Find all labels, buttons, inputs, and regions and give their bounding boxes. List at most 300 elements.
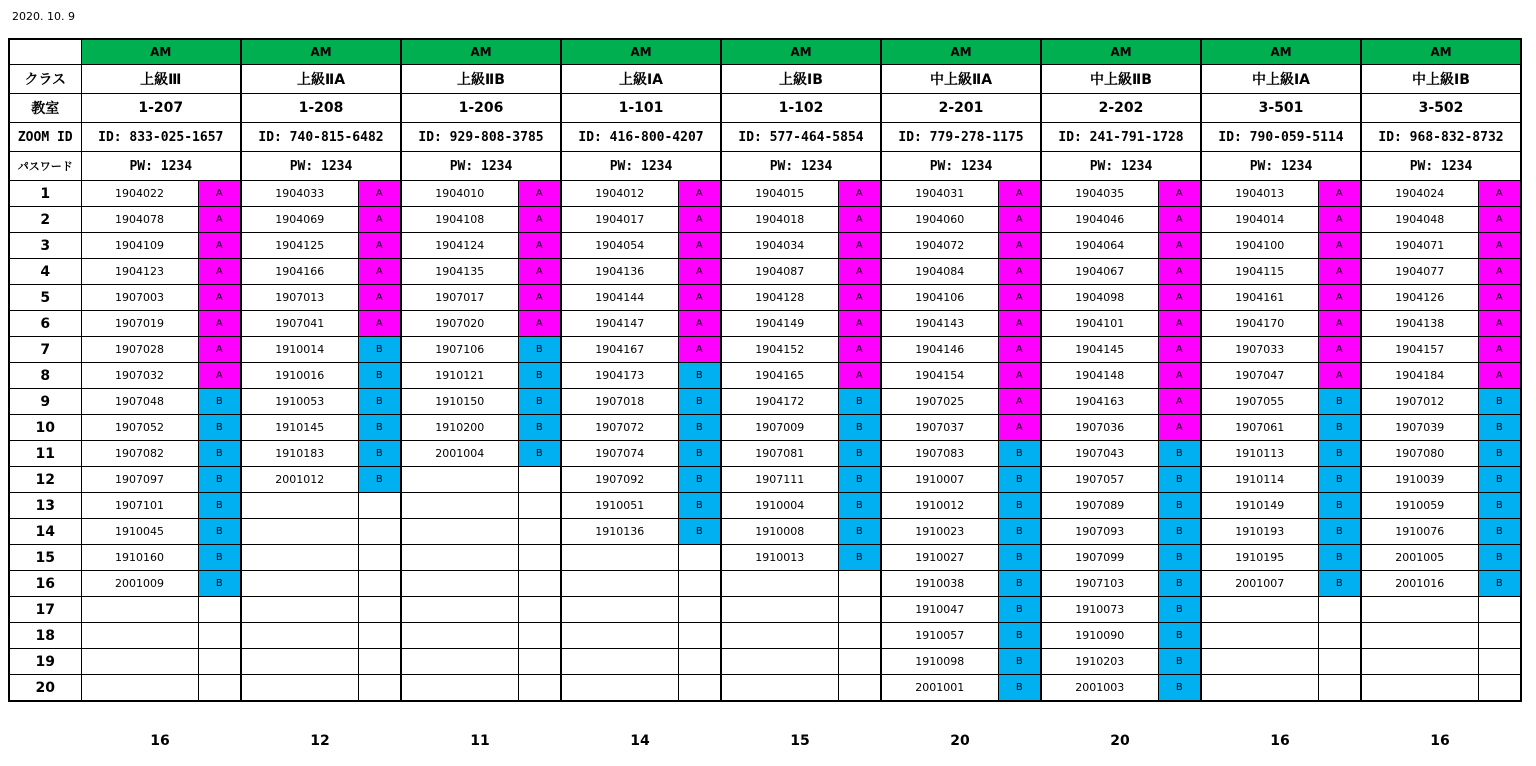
grade-badge: A	[358, 233, 401, 259]
zoom-id: ID: 929-808-3785	[401, 123, 561, 152]
student-id: 1907101	[81, 493, 198, 519]
student-id: 1910098	[881, 649, 998, 675]
class-name: 中上級ⅠB	[1361, 65, 1521, 94]
student-id: 1907057	[1041, 467, 1158, 493]
table-row	[9, 415, 1521, 441]
zoom-id: ID: 833-025-1657	[81, 123, 241, 152]
student-id: 1904170	[1201, 311, 1318, 337]
grade-badge: B	[1318, 415, 1361, 441]
empty-cell	[721, 623, 838, 649]
row-label: 教室	[9, 94, 81, 123]
grade-badge: B	[358, 467, 401, 493]
grade-badge: A	[1318, 259, 1361, 285]
grade-badge: B	[998, 649, 1041, 675]
student-id: 1904136	[561, 259, 678, 285]
zoom-password: PW: 1234	[81, 152, 241, 181]
classroom: 2-202	[1041, 94, 1201, 123]
student-id: 1904022	[81, 181, 198, 207]
grade-badge: A	[1478, 207, 1521, 233]
student-id: 1904145	[1041, 337, 1158, 363]
table-row	[9, 675, 1521, 702]
grade-badge: B	[358, 363, 401, 389]
row-number: 18	[9, 623, 81, 649]
student-id: 1904147	[561, 311, 678, 337]
student-id: 1904060	[881, 207, 998, 233]
empty-cell	[518, 493, 561, 519]
empty-cell	[1361, 623, 1478, 649]
class-total: 15	[790, 733, 810, 749]
student-id: 1907052	[81, 415, 198, 441]
student-id: 2001009	[81, 571, 198, 597]
grade-badge: A	[998, 311, 1041, 337]
student-id: 1910073	[1041, 597, 1158, 623]
grade-badge: A	[998, 363, 1041, 389]
student-id: 1910113	[1201, 441, 1318, 467]
student-id: 1904072	[881, 233, 998, 259]
zoom-id: ID: 241-791-1728	[1041, 123, 1201, 152]
session-header: AM	[1201, 39, 1361, 65]
grade-badge: B	[998, 623, 1041, 649]
empty-cell	[678, 623, 721, 649]
grade-badge: B	[678, 519, 721, 545]
student-id: 2001007	[1201, 571, 1318, 597]
empty-cell	[678, 545, 721, 571]
student-id: 1904017	[561, 207, 678, 233]
student-id: 1907048	[81, 389, 198, 415]
student-id: 1910195	[1201, 545, 1318, 571]
grade-badge: A	[198, 285, 241, 311]
grade-badge: B	[1318, 441, 1361, 467]
empty-cell	[1318, 597, 1361, 623]
empty-cell	[1478, 623, 1521, 649]
student-id: 1904157	[1361, 337, 1478, 363]
classroom: 1-101	[561, 94, 721, 123]
empty-cell	[678, 597, 721, 623]
student-id: 2001005	[1361, 545, 1478, 571]
grade-badge: B	[1478, 519, 1521, 545]
empty-cell	[1201, 675, 1318, 702]
grade-badge: A	[1158, 415, 1201, 441]
row-number: 15	[9, 545, 81, 571]
student-id: 2001003	[1041, 675, 1158, 702]
grade-badge: B	[678, 493, 721, 519]
empty-cell	[401, 623, 518, 649]
empty-cell	[1318, 675, 1361, 702]
student-id: 1910121	[401, 363, 518, 389]
grade-badge: A	[198, 337, 241, 363]
classroom: 3-501	[1201, 94, 1361, 123]
table-row	[9, 207, 1521, 233]
empty-cell	[838, 597, 881, 623]
row-number: 8	[9, 363, 81, 389]
student-id: 1904144	[561, 285, 678, 311]
grade-badge: B	[1158, 623, 1201, 649]
grade-badge: B	[1158, 571, 1201, 597]
student-id: 1904071	[1361, 233, 1478, 259]
student-id: 1910145	[241, 415, 358, 441]
grade-badge: A	[998, 207, 1041, 233]
grade-badge: B	[1478, 571, 1521, 597]
student-id: 1907017	[401, 285, 518, 311]
zoom-password: PW: 1234	[241, 152, 401, 181]
grade-badge: B	[518, 415, 561, 441]
empty-cell	[518, 571, 561, 597]
student-id: 1904046	[1041, 207, 1158, 233]
grade-badge: B	[1318, 571, 1361, 597]
student-id: 1910039	[1361, 467, 1478, 493]
grade-badge: B	[1158, 441, 1201, 467]
student-id: 1904098	[1041, 285, 1158, 311]
empty-cell	[1201, 623, 1318, 649]
grade-badge: A	[1478, 363, 1521, 389]
student-id: 1907003	[81, 285, 198, 311]
empty-cell	[81, 675, 198, 702]
grade-badge: B	[1318, 545, 1361, 571]
class-total: 20	[1110, 733, 1130, 749]
grade-badge: A	[998, 181, 1041, 207]
empty-cell	[561, 649, 678, 675]
student-id: 1910059	[1361, 493, 1478, 519]
empty-cell	[401, 649, 518, 675]
grade-badge: B	[358, 441, 401, 467]
grade-badge: A	[518, 311, 561, 337]
classroom: 3-502	[1361, 94, 1521, 123]
grade-badge: B	[998, 675, 1041, 702]
grade-badge: B	[998, 571, 1041, 597]
grade-badge: A	[358, 181, 401, 207]
student-id: 1907081	[721, 441, 838, 467]
student-id: 1904167	[561, 337, 678, 363]
student-id: 1904069	[241, 207, 358, 233]
grade-badge: B	[358, 415, 401, 441]
grade-badge: A	[1158, 337, 1201, 363]
student-id: 1907111	[721, 467, 838, 493]
student-id: 1907039	[1361, 415, 1478, 441]
grade-badge: A	[1158, 285, 1201, 311]
row-number: 5	[9, 285, 81, 311]
student-id: 2001012	[241, 467, 358, 493]
table-row	[9, 441, 1521, 467]
grade-badge: B	[838, 415, 881, 441]
row-number: 10	[9, 415, 81, 441]
row-number: 9	[9, 389, 81, 415]
student-id: 1910004	[721, 493, 838, 519]
zoom-id: ID: 740-815-6482	[241, 123, 401, 152]
class-name: 中上級ⅡB	[1041, 65, 1201, 94]
empty-cell	[518, 675, 561, 702]
row-number: 13	[9, 493, 81, 519]
grade-badge: B	[1158, 493, 1201, 519]
empty-cell	[561, 623, 678, 649]
grade-badge: B	[1478, 493, 1521, 519]
student-id: 1907106	[401, 337, 518, 363]
student-id: 1907089	[1041, 493, 1158, 519]
zoom-id: ID: 577-464-5854	[721, 123, 881, 152]
grade-badge: B	[838, 493, 881, 519]
student-id: 2001001	[881, 675, 998, 702]
student-id: 1904126	[1361, 285, 1478, 311]
zoom-id: ID: 416-800-4207	[561, 123, 721, 152]
student-id: 1907080	[1361, 441, 1478, 467]
student-id: 1907092	[561, 467, 678, 493]
empty-cell	[678, 675, 721, 702]
empty-cell	[198, 623, 241, 649]
student-id: 1904013	[1201, 181, 1318, 207]
student-id: 1910014	[241, 337, 358, 363]
class-name: 中上級ⅠA	[1201, 65, 1361, 94]
grade-badge: B	[198, 389, 241, 415]
empty-cell	[678, 571, 721, 597]
grade-badge: A	[1478, 181, 1521, 207]
grade-badge: A	[1318, 337, 1361, 363]
grade-badge: B	[358, 389, 401, 415]
grade-badge: B	[1158, 675, 1201, 702]
student-id: 1904084	[881, 259, 998, 285]
grade-badge: A	[678, 233, 721, 259]
student-id: 1910150	[401, 389, 518, 415]
empty-cell	[358, 649, 401, 675]
empty-cell	[518, 623, 561, 649]
grade-badge: B	[678, 467, 721, 493]
student-id: 1910008	[721, 519, 838, 545]
table-row	[9, 363, 1521, 389]
grade-badge: B	[678, 415, 721, 441]
student-id: 1907055	[1201, 389, 1318, 415]
student-id: 1907082	[81, 441, 198, 467]
grade-badge: A	[1158, 207, 1201, 233]
student-id: 1904101	[1041, 311, 1158, 337]
student-id: 1904048	[1361, 207, 1478, 233]
zoom-id: ID: 968-832-8732	[1361, 123, 1521, 152]
grade-badge: B	[1478, 545, 1521, 571]
row-number: 4	[9, 259, 81, 285]
student-id: 1904165	[721, 363, 838, 389]
student-id: 1910012	[881, 493, 998, 519]
empty-cell	[241, 649, 358, 675]
student-id: 1904184	[1361, 363, 1478, 389]
empty-cell	[81, 623, 198, 649]
row-label: パスワード	[9, 152, 81, 181]
grade-badge: A	[1158, 259, 1201, 285]
grade-badge: B	[198, 519, 241, 545]
student-id: 1907041	[241, 311, 358, 337]
grade-badge: B	[838, 389, 881, 415]
grade-badge: A	[998, 233, 1041, 259]
student-id: 1904128	[721, 285, 838, 311]
corner-blank-cell	[9, 39, 81, 65]
session-header: AM	[561, 39, 721, 65]
row-number: 20	[9, 675, 81, 702]
row-number: 17	[9, 597, 81, 623]
table-row	[9, 571, 1521, 597]
grade-badge: A	[358, 207, 401, 233]
empty-cell	[241, 519, 358, 545]
grade-badge: B	[838, 467, 881, 493]
class-total: 16	[150, 733, 170, 749]
student-id: 1904054	[561, 233, 678, 259]
empty-cell	[838, 571, 881, 597]
empty-cell	[1361, 649, 1478, 675]
empty-cell	[241, 493, 358, 519]
grade-badge: B	[518, 441, 561, 467]
table-row	[9, 649, 1521, 675]
empty-cell	[1201, 597, 1318, 623]
student-id: 1904108	[401, 207, 518, 233]
table-row	[9, 597, 1521, 623]
grade-badge: B	[998, 545, 1041, 571]
grade-badge: A	[1318, 233, 1361, 259]
student-id: 1907093	[1041, 519, 1158, 545]
student-id: 1910045	[81, 519, 198, 545]
empty-cell	[241, 571, 358, 597]
grade-badge: B	[518, 389, 561, 415]
empty-cell	[1361, 675, 1478, 702]
student-id: 1904143	[881, 311, 998, 337]
student-id: 1910203	[1041, 649, 1158, 675]
table-row	[9, 545, 1521, 571]
empty-cell	[678, 649, 721, 675]
student-id: 1907047	[1201, 363, 1318, 389]
table-row	[9, 233, 1521, 259]
grade-badge: B	[1478, 389, 1521, 415]
grade-badge: A	[678, 181, 721, 207]
grade-badge: A	[838, 259, 881, 285]
grade-badge: A	[998, 415, 1041, 441]
grade-badge: A	[838, 337, 881, 363]
grade-badge: B	[358, 337, 401, 363]
student-id: 1904077	[1361, 259, 1478, 285]
grade-badge: A	[678, 259, 721, 285]
student-id: 1907083	[881, 441, 998, 467]
classroom: 1-207	[81, 94, 241, 123]
student-id: 1904124	[401, 233, 518, 259]
grade-badge: A	[838, 363, 881, 389]
empty-cell	[1201, 649, 1318, 675]
grade-badge: A	[1478, 311, 1521, 337]
empty-cell	[561, 545, 678, 571]
grade-badge: A	[998, 285, 1041, 311]
student-id: 1907036	[1041, 415, 1158, 441]
zoom-password: PW: 1234	[1361, 152, 1521, 181]
grade-badge: A	[838, 207, 881, 233]
grade-badge: B	[1478, 441, 1521, 467]
empty-cell	[561, 675, 678, 702]
grade-badge: A	[1318, 181, 1361, 207]
student-id: 1904149	[721, 311, 838, 337]
grade-badge: A	[518, 233, 561, 259]
empty-cell	[81, 649, 198, 675]
row-number: 12	[9, 467, 81, 493]
grade-badge: B	[678, 363, 721, 389]
student-id: 1910057	[881, 623, 998, 649]
row-label: クラス	[9, 65, 81, 94]
grade-badge: A	[198, 207, 241, 233]
student-id: 1904078	[81, 207, 198, 233]
empty-cell	[358, 519, 401, 545]
student-id: 1904172	[721, 389, 838, 415]
grade-badge: B	[1158, 467, 1201, 493]
empty-cell	[401, 493, 518, 519]
session-header: AM	[81, 39, 241, 65]
empty-cell	[518, 597, 561, 623]
student-id: 1910013	[721, 545, 838, 571]
grade-badge: A	[518, 259, 561, 285]
grade-badge: B	[518, 363, 561, 389]
grade-badge: A	[1158, 311, 1201, 337]
row-label: ZOOM ID	[9, 123, 81, 152]
empty-cell	[838, 623, 881, 649]
empty-cell	[518, 519, 561, 545]
grade-badge: B	[678, 441, 721, 467]
student-id: 1904018	[721, 207, 838, 233]
student-id: 1904163	[1041, 389, 1158, 415]
student-id: 1907033	[1201, 337, 1318, 363]
student-id: 1910053	[241, 389, 358, 415]
student-id: 1907018	[561, 389, 678, 415]
student-id: 1910027	[881, 545, 998, 571]
student-id: 1907103	[1041, 571, 1158, 597]
student-id: 1910038	[881, 571, 998, 597]
grade-badge: A	[518, 207, 561, 233]
student-id: 1910136	[561, 519, 678, 545]
table-row	[9, 311, 1521, 337]
grade-badge: A	[1478, 285, 1521, 311]
row-number: 3	[9, 233, 81, 259]
empty-cell	[358, 493, 401, 519]
student-id: 1904024	[1361, 181, 1478, 207]
student-id: 1904138	[1361, 311, 1478, 337]
grade-badge: A	[1318, 363, 1361, 389]
class-name: 中上級ⅡA	[881, 65, 1041, 94]
student-id: 1910114	[1201, 467, 1318, 493]
grade-badge: A	[998, 337, 1041, 363]
student-id: 1910160	[81, 545, 198, 571]
empty-cell	[401, 571, 518, 597]
class-total: 16	[1430, 733, 1450, 749]
row-number: 16	[9, 571, 81, 597]
zoom-password: PW: 1234	[1201, 152, 1361, 181]
student-id: 1907013	[241, 285, 358, 311]
grade-badge: B	[198, 571, 241, 597]
empty-cell	[241, 675, 358, 702]
grade-badge: B	[1318, 493, 1361, 519]
empty-cell	[721, 675, 838, 702]
grade-badge: B	[838, 441, 881, 467]
empty-cell	[561, 597, 678, 623]
student-id: 1910007	[881, 467, 998, 493]
grade-badge: B	[198, 441, 241, 467]
empty-cell	[838, 649, 881, 675]
empty-cell	[1478, 649, 1521, 675]
empty-cell	[81, 597, 198, 623]
sheet-date: 2020. 10. 9	[12, 10, 75, 23]
student-id: 1904010	[401, 181, 518, 207]
student-id: 1910047	[881, 597, 998, 623]
grade-badge: B	[1158, 649, 1201, 675]
student-id: 1910051	[561, 493, 678, 519]
table-row	[9, 285, 1521, 311]
session-header: AM	[401, 39, 561, 65]
grade-badge: A	[678, 337, 721, 363]
student-id: 1910193	[1201, 519, 1318, 545]
grade-badge: B	[1158, 597, 1201, 623]
class-total: 14	[630, 733, 650, 749]
grade-badge: B	[998, 519, 1041, 545]
empty-cell	[401, 675, 518, 702]
empty-cell	[518, 649, 561, 675]
zoom-id: ID: 779-278-1175	[881, 123, 1041, 152]
student-id: 1907020	[401, 311, 518, 337]
